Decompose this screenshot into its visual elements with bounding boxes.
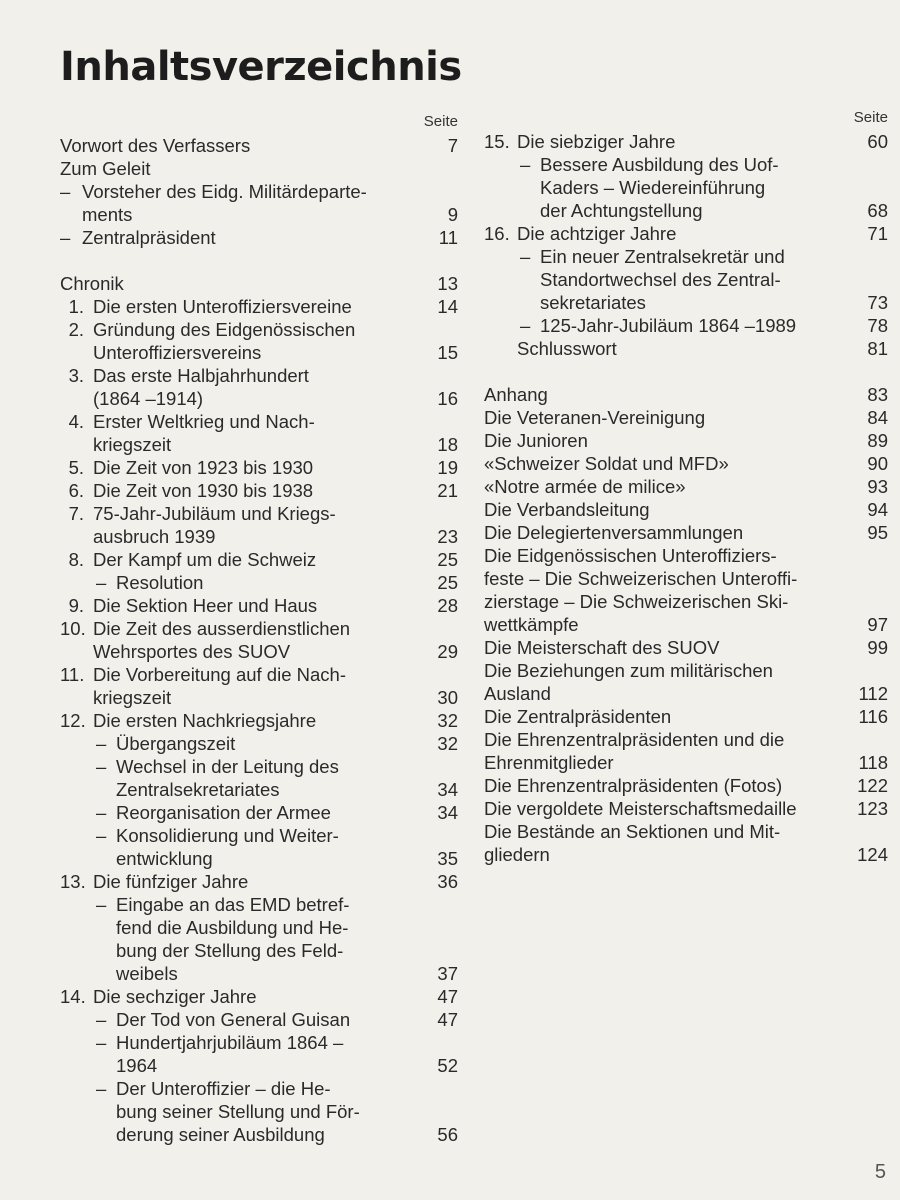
toc-entry [60,916,458,939]
toc-entry-page: 34 [437,802,458,823]
toc-entry-page: 16 [437,388,458,409]
toc-entry-title: entwicklung [116,848,213,869]
toc-entry-title: Die Veteranen-Vereinigung [484,407,706,428]
toc-list-right [484,130,888,866]
toc-entry-title: fend die Ausbildung und He- [116,917,349,938]
toc-entry-title: Erster Weltkrieg und Nach- [93,411,315,432]
toc-entry-title: Vorwort des Verfassers [60,135,251,156]
toc-entry-title: Die Ehrenzentralpräsidenten und die [484,729,785,750]
seite-label-right: Seite [853,109,888,126]
toc-entry [60,1077,458,1100]
toc-entry-number: 11. [60,664,85,685]
toc-entry [60,1008,458,1031]
toc-entry-dash: – [96,733,107,754]
toc-entry-title: Eingabe an das EMD betref- [116,894,350,915]
toc-entry-title: Die Junioren [484,430,588,451]
toc-entry-title: Der Tod von General Guisan [116,1009,351,1030]
toc-entry-dash: – [96,894,107,915]
toc-entry-page: 81 [867,338,888,359]
toc-entry [60,824,458,847]
toc-entry-title: ausbruch 1939 [93,526,216,547]
toc-entry-title: Wehrsportes des SUOV [93,641,291,662]
toc-entry-dash: – [96,1009,107,1030]
toc-entry-title: kriegszeit [93,434,172,455]
toc-entry-title: Zentralsekretariates [116,779,280,800]
toc-entry [484,797,888,820]
toc-entry [484,199,888,222]
toc-entry [60,134,458,157]
toc-entry [484,590,888,613]
toc-entry [60,709,458,732]
toc-entry [60,939,458,962]
toc-entry [60,985,458,1008]
toc-entry [484,268,888,291]
toc-entry-title: Die Zeit von 1930 bis 1938 [93,480,314,501]
toc-entry-title: Resolution [116,572,204,593]
toc-entry-title: Die Sektion Heer und Haus [93,595,318,616]
toc-entry-title: Übergangszeit [116,733,236,754]
toc-entry [60,295,458,318]
toc-entry [60,1054,458,1077]
toc-entry [484,498,888,521]
toc-entry [60,1031,458,1054]
toc-entry-page: 32 [437,733,458,754]
toc-entry-title: Gründung des Eidgenössischen [93,319,356,340]
toc-entry-title: Ein neuer Zentralsekretär und [540,246,785,267]
toc-entry-title: Standortwechsel des Zentral- [540,269,781,290]
toc-entry [484,613,888,636]
toc-entry-title: gliedern [484,844,550,865]
toc-entry-title: Reorganisation der Armee [116,802,331,823]
toc-entry-dash: – [96,1032,107,1053]
toc-entry-title: Die Zeit von 1923 bis 1930 [93,457,314,478]
toc-entry-title: Schlusswort [517,338,617,359]
toc-entry [60,433,458,456]
toc-entry-dash: – [96,756,107,777]
toc-entry [484,705,888,728]
toc-entry-number: 7. [68,503,84,524]
toc-entry-page: 19 [437,457,458,478]
toc-entry-page: 89 [867,430,888,451]
toc-entry-title: Die fünfziger Jahre [93,871,249,892]
toc-entry [484,751,888,774]
toc-entry-number: 6. [68,480,84,501]
toc-entry-title: Die Beziehungen zum militärischen [484,660,773,681]
toc-entry-page: 32 [437,710,458,731]
toc-entry-dash: – [520,154,531,175]
toc-entry-number: 15. [484,131,510,152]
toc-entry [60,479,458,502]
toc-entry-page: 93 [867,476,888,497]
toc-spacer [484,360,888,383]
toc-entry-page: 25 [437,549,458,570]
seite-label-left: Seite [423,113,458,130]
toc-entry-title: Zentralpräsident [82,227,216,248]
toc-entry [60,387,458,410]
toc-entry-page: 83 [867,384,888,405]
toc-entry [60,870,458,893]
toc-entry-page: 60 [867,131,888,152]
toc-entry-number: 2. [68,319,84,340]
toc-entry-title: Die Vorbereitung auf die Nach- [93,664,346,685]
toc-entry [484,130,888,153]
toc-entry-page: 35 [437,848,458,869]
toc-entry [60,732,458,755]
toc-entry-page: 11 [438,227,458,248]
toc-entry-title: «Notre armée de milice» [484,476,686,497]
toc-entry-title: Anhang [484,384,548,405]
toc-entry [60,525,458,548]
toc-entry-page: 25 [437,572,458,593]
toc-entry-dash: – [60,227,71,248]
toc-entry [60,847,458,870]
toc-entry-title: Die Verbandsleitung [484,499,650,520]
toc-entry-page: 84 [867,407,888,428]
toc-entry-title: kriegszeit [93,687,172,708]
toc-entry-page: 90 [867,453,888,474]
toc-entry-title: 1964 [116,1055,158,1076]
toc-entry-page: 47 [437,986,458,1007]
toc-entry-number: 8. [68,549,84,570]
toc-entry-title: weibels [116,963,178,984]
toc-list-left [60,134,458,1146]
toc-entry [60,341,458,364]
toc-entry-title: Die Meisterschaft des SUOV [484,637,720,658]
toc-entry-dash: – [520,246,531,267]
toc-entry-dash: – [60,181,71,202]
toc-entry [484,636,888,659]
toc-entry-title: wettkämpfe [484,614,579,635]
toc-entry-dash: – [96,1078,107,1099]
toc-entry-title: Die ersten Nachkriegsjahre [93,710,317,731]
toc-entry-title: Die Ehrenzentralpräsidenten (Fotos) [484,775,783,796]
toc-column-right [484,106,888,866]
toc-entry-title: Hundertjahrjubiläum 1864 – [116,1032,344,1053]
toc-column-left [60,110,458,1146]
toc-entry-title: Die Zentralpräsidenten [484,706,672,727]
toc-entry-title: Unteroffiziersvereins [93,342,262,363]
toc-entry [484,314,888,337]
toc-entry-page: 56 [437,1124,458,1145]
toc-entry-number: 9. [68,595,84,616]
toc-entry-title: sekretariates [540,292,646,313]
toc-entry-page: 29 [437,641,458,662]
toc-entry-title: Die siebziger Jahre [517,131,676,152]
toc-entry-title: Die sechziger Jahre [93,986,257,1007]
toc-entry-title: Die Delegiertenversammlungen [484,522,744,543]
toc-entry-page: 9 [447,204,458,225]
toc-entry [60,456,458,479]
toc-entry-page: 73 [867,292,888,313]
toc-entry-title: Ehrenmitglieder [484,752,614,773]
toc-entry-page: 95 [867,522,888,543]
toc-entry [60,364,458,387]
toc-entry [60,962,458,985]
toc-entry [484,544,888,567]
toc-entry [484,728,888,751]
toc-entry-page: 14 [437,296,458,317]
toc-entry-title: Der Kampf um die Schweiz [93,549,317,570]
toc-entry-title: Das erste Halbjahrhundert [93,365,309,386]
toc-entry-title: Bessere Ausbildung des Uof- [540,154,779,175]
toc-entry-title: Der Unteroffizier – die He- [116,1078,331,1099]
toc-entry [484,383,888,406]
toc-entry-page: 116 [858,706,888,727]
toc-entry [484,475,888,498]
toc-entry-title: Die Eidgenössischen Unteroffiziers- [484,545,777,566]
toc-entry-title: Die vergoldete Meisterschaftsmedaille [484,798,797,819]
toc-entry [484,245,888,268]
toc-entry-page: 30 [437,687,458,708]
toc-entry-number: 4. [68,411,84,432]
toc-entry-title: Die achtziger Jahre [517,223,677,244]
toc-entry-page: 97 [867,614,888,635]
toc-entry-page: 37 [437,963,458,984]
toc-entry [484,291,888,314]
toc-entry-number: 12. [60,710,86,731]
toc-entry-title: ments [82,204,133,225]
toc-entry [60,548,458,571]
toc-entry-title: Konsolidierung und Weiter- [116,825,339,846]
toc-entry-page: 13 [437,273,458,294]
toc-entry-title: Zum Geleit [60,158,151,179]
toc-entry [60,502,458,525]
toc-entry-page: 34 [437,779,458,800]
toc-entry [484,222,888,245]
toc-entry-number: 5. [68,457,84,478]
toc-entry [60,180,458,203]
toc-entry [484,820,888,843]
toc-entry-page: 23 [437,526,458,547]
toc-entry-title: 75-Jahr-Jubiläum und Kriegs- [93,503,336,524]
toc-entry [60,640,458,663]
toc-entry [60,663,458,686]
toc-entry-title: Wechsel in der Leitung des [116,756,339,777]
toc-entry-title: feste – Die Schweizerischen Unteroffi- [484,568,798,589]
toc-entry [60,157,458,180]
toc-spacer [60,249,458,272]
toc-entry-number: 13. [60,871,86,892]
toc-entry [484,682,888,705]
page-number: 5 [874,1161,886,1183]
toc-entry [60,594,458,617]
toc-entry [60,318,458,341]
toc-entry [60,778,458,801]
toc-entry [484,429,888,452]
toc-entry-number: 10. [60,618,86,639]
toc-entry-page: 94 [867,499,888,520]
toc-entry [60,571,458,594]
toc-entry-page: 52 [437,1055,458,1076]
toc-entry-page: 36 [437,871,458,892]
toc-entry-page: 99 [867,637,888,658]
toc-entry-number: 1. [68,296,84,317]
toc-entry-dash: – [96,802,107,823]
toc-entry [484,659,888,682]
toc-entry-title: derung seiner Ausbildung [116,1124,325,1145]
toc-entry-page: 123 [857,798,888,819]
toc-entry-page: 71 [867,223,888,244]
toc-entry-title: Kaders – Wiedereinführung [540,177,766,198]
toc-entry-title: Die ersten Unteroffiziersvereine [93,296,352,317]
toc-entry-number: 16. [484,223,510,244]
toc-entry [484,452,888,475]
toc-entry [60,1100,458,1123]
toc-entry-title: Vorsteher des Eidg. Militärdeparte- [82,181,367,202]
toc-entry [484,843,888,866]
toc-entry [484,521,888,544]
toc-entry-title: «Schweizer Soldat und MFD» [484,453,729,474]
toc-entry-page: 118 [858,752,888,773]
toc-entry [60,755,458,778]
toc-entry-page: 21 [437,480,458,501]
toc-entry [60,226,458,249]
toc-entry [60,801,458,824]
toc-entry [60,410,458,433]
toc-entry-page: 47 [437,1009,458,1030]
toc-entry-page: 68 [867,200,888,221]
toc-entry-number: 3. [68,365,84,386]
toc-entry [60,686,458,709]
toc-entry-page: 112 [858,683,888,704]
toc-entry-dash: – [520,315,531,336]
page-title: Inhaltsverzeichnis [60,44,462,90]
toc-entry [60,1123,458,1146]
toc-entry [484,337,888,360]
toc-entry-page: 78 [867,315,888,336]
toc-entry-dash: – [96,825,107,846]
toc-entry [484,153,888,176]
toc-entry-page: 124 [857,844,888,865]
toc-entry-title: Chronik [60,273,124,294]
toc-entry [60,272,458,295]
toc-entry-title: (1864 –1914) [93,388,204,409]
toc-entry-title: Ausland [484,683,551,704]
toc-entry-dash: – [96,572,107,593]
toc-entry-number: 14. [60,986,86,1007]
toc-entry-page: 28 [437,595,458,616]
toc-entry-title: 125-Jahr-Jubiläum 1864 –1989 [540,315,797,336]
toc-entry [60,617,458,640]
toc-entry [484,406,888,429]
toc-entry-page: 122 [857,775,888,796]
toc-entry-title: Die Zeit des ausserdienstlichen [93,618,351,639]
toc-entry-title: Die Bestände an Sektionen und Mit- [484,821,781,842]
toc-entry [484,567,888,590]
toc-entry-title: bung der Stellung des Feld- [116,940,344,961]
toc-entry [484,176,888,199]
toc-entry-title: bung seiner Stellung und För- [116,1101,360,1122]
toc-entry [60,203,458,226]
toc-entry-title: der Achtungstellung [540,200,703,221]
toc-entry-page: 7 [447,135,458,156]
toc-entry-title: zierstage – Die Schweizerischen Ski- [484,591,789,612]
toc-entry-page: 15 [437,342,458,363]
toc-entry [60,893,458,916]
toc-entry-page: 18 [437,434,458,455]
toc-entry [484,774,888,797]
